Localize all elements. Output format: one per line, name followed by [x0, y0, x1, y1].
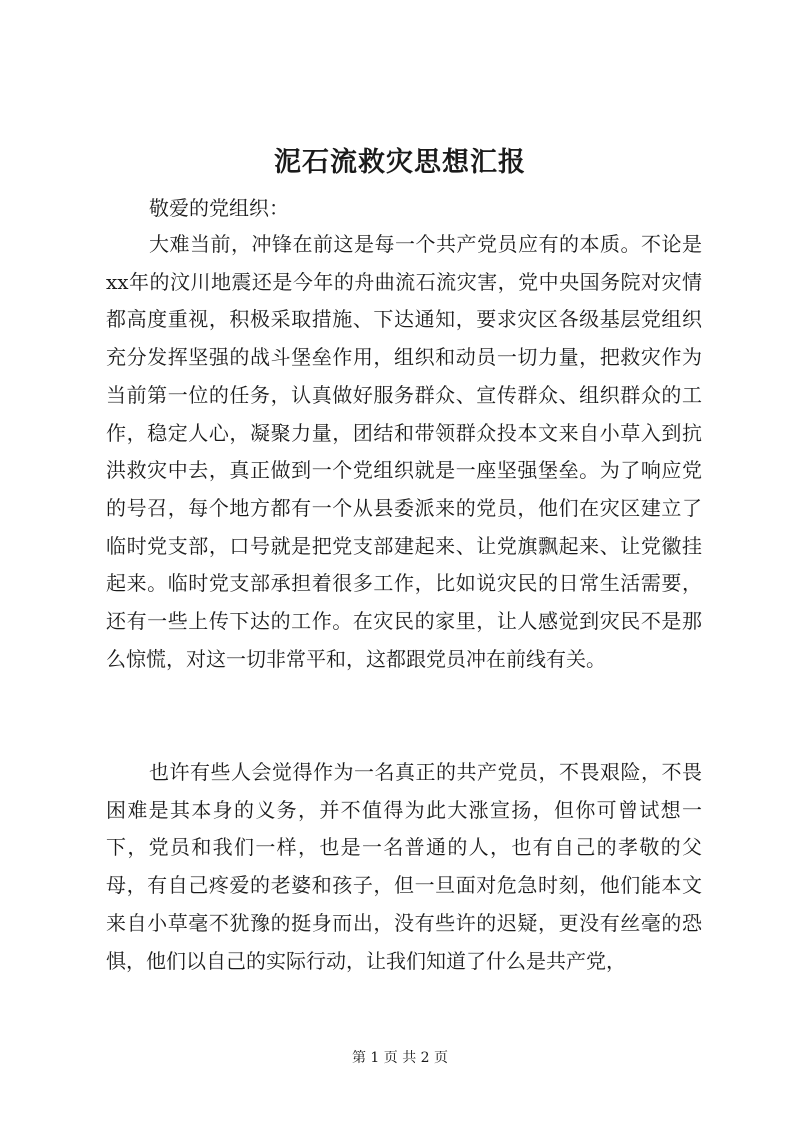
document-title: 泥石流救灾思想汇报 — [274, 147, 526, 178]
page-footer: 第 1 页 共 2 页 — [351, 1050, 449, 1066]
paragraph-1: 大难当前，冲锋在前这是每一个共产党员应有的本质。不论是xx年的汶川地震还是今年的舟曲流石流灾害，党中央国务院对灾情都高度重视，积极采取措施、下达通知，要求灾区各级基层党组织充分发挥坚强的战斗堡垒作用，组织和动员一切力量，把救灾作为当前第一位的任务，认真做好服务群众、宣传群众、组织群众的工作，稳定人心，凝聚力量，团结和带领群众投本文来自小草入到抗洪救灾中去，真正做到一个党组织就是一座坚强堡垒。为了响应党的号召，每个地方都有一个从县委派来的党员，他们在灾区建立了临时党支部，口号就是把党支部建起来、让党旗飘起来、让党徽挂起来。临时党支部承担着很多工作，比如说灾民的日常生活需要，还有一些上传下达的工作。在灾民的家里，让人感觉到灾民不是那么惊慌，对这一切非常平和，这都跟党员冲在前线有关。 — [106, 232, 702, 671]
paragraph-2: 也许有些人会觉得作为一名真正的共产党员，不畏艰险，不畏困难是其本身的义务，并不值得为此大涨宣扬，但你可曾试想一下，党员和我们一样，也是一名普通的人，也有自己的孝敬的父母，有自己疼爱的老婆和孩子，但一旦面对危急时刻，他们能本文来自小草毫不犹豫的挺身而出，没有些许的迟疑，更没有丝毫的恐惧，他们以自己的实际行动，让我们知道了什么是共产党， — [106, 760, 702, 973]
salutation: 敬爱的党组织： — [149, 196, 289, 220]
